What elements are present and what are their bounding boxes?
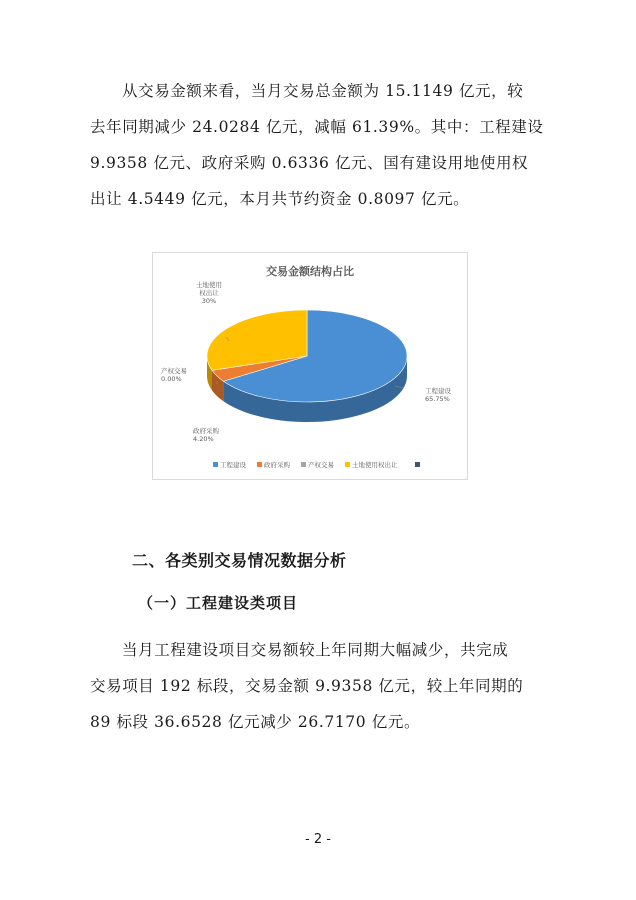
paragraph-construction-projects	[90, 632, 550, 740]
slice-label-line: 政府采购	[193, 427, 219, 435]
paragraph-line: 89 标段 36.6528 亿元减少 26.7170 亿元。	[90, 713, 421, 731]
paragraph-line: 9.9358 亿元、政府采购 0.6336 亿元、国有建设用地使用权	[90, 154, 529, 172]
slice-label-line: 4.20%	[193, 435, 214, 443]
paragraph-line: 去年同期减少 24.0284 亿元，减幅 61.39%。其中：工程建设	[90, 118, 544, 136]
paragraph-line: 交易项目 192 标段，交易金额 9.9358 亿元，较上年同期的	[90, 677, 524, 695]
page-number: - 2 -	[305, 832, 331, 847]
chart-title: 交易金额结构占比	[266, 265, 354, 278]
slice-label	[193, 426, 220, 443]
pie-layer	[207, 310, 407, 422]
legend-swatch	[213, 462, 218, 467]
slice-label-line: 0.00%	[161, 375, 182, 383]
slice-label-line: 工程建设	[425, 387, 451, 395]
legend-swatch	[415, 462, 420, 467]
legend-swatch	[345, 462, 350, 467]
slice-label-line: 土地使用	[196, 281, 222, 289]
pie-chart	[153, 253, 467, 479]
section-heading: 二、各类别交易情况数据分析	[132, 551, 347, 570]
slice-label	[161, 366, 187, 383]
legend-swatch	[257, 462, 262, 467]
subsection-heading: （一）工程建设类项目	[138, 594, 299, 612]
legend-label: 工程建设	[220, 461, 246, 469]
legend-swatch	[301, 462, 306, 467]
legend-label: 产权交易	[308, 461, 334, 469]
chart-legend	[213, 460, 420, 469]
paragraph-transaction-amount	[90, 73, 550, 217]
slice-label	[196, 280, 222, 305]
slice-label-line: 30%	[201, 297, 217, 305]
slice-label	[425, 386, 452, 403]
paragraph-line: 出让 4.5449 亿元，本月共节约资金 0.8097 亿元。	[90, 190, 470, 208]
pie-chart-figure	[152, 252, 468, 480]
slice-label-line: 产权交易	[161, 367, 187, 375]
legend-label: 土地使用权出让	[352, 461, 398, 469]
slice-label-line: 权出让	[199, 289, 219, 297]
slice-label-line: 65.75%	[425, 395, 450, 403]
paragraph-line: 当月工程建设项目交易额较上年同期大幅减少，共完成	[122, 641, 509, 659]
paragraph-line: 从交易金额来看，当月交易总金额为 15.1149 亿元，较	[122, 82, 524, 100]
legend-label: 政府采购	[264, 461, 290, 469]
